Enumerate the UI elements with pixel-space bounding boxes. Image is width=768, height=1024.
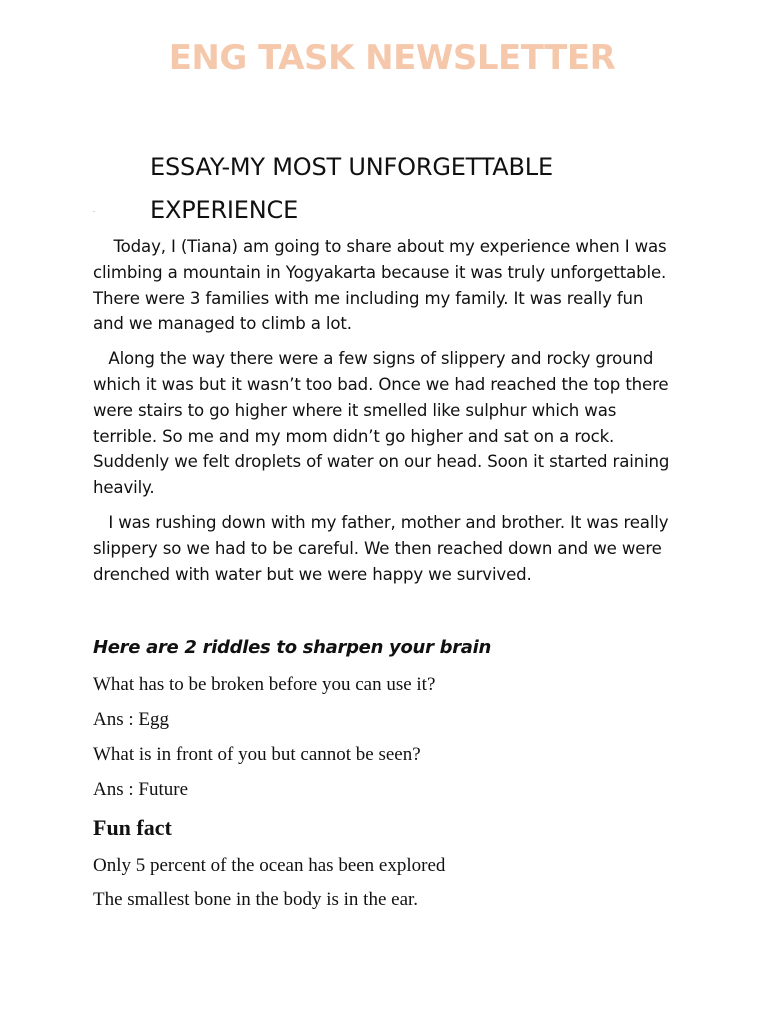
newsletter-title: ENG TASK NEWSLETTER — [168, 38, 616, 78]
essay-title-line-1: ESSAY-MY MOST UNFORGETTABLE — [150, 153, 553, 181]
riddle-answer-2: Ans : Future — [93, 779, 188, 800]
fun-fact-2: The smallest bone in the body is in the ear. — [93, 889, 419, 910]
essay-title-line-2: EXPERIENCE — [150, 196, 299, 224]
riddle-question-1: What has to be broken before you can use it? — [93, 674, 436, 695]
fun-fact-heading: Fun fact — [93, 815, 172, 840]
essay-paragraph: I was rushing down with my father, mother and brother. It was really slippery so we had to be careful. We then reached down and we were drenched with water but we were happy we survived. — [93, 512, 669, 584]
riddles-heading: Here are 2 riddles to sharpen your brain — [93, 637, 492, 658]
fun-fact-1: Only 5 percent of the ocean has been explored — [93, 855, 446, 876]
riddle-answer-1: Ans : Egg — [93, 709, 169, 730]
list-marker: . — [93, 207, 95, 214]
riddle-question-2: What is in front of you but cannot be seen? — [93, 744, 421, 765]
essay-title — [150, 146, 553, 232]
essay-paragraph: Today, I (Tiana) am going to share about my experience when I was climbing a mountain in Yogyakarta because it was truly unforgettable. There were 3 families with me including my family. It was really fun and we managed to climb a lot. — [93, 237, 667, 334]
essay-paragraph: Along the way there were a few signs of slippery and rocky ground which it was but it wasn’t too bad. Once we had reached the top there were stairs to go higher where it smelled like sulphur which was terrible. So me and my mom didn’t go higher and sat on a rock. Suddenly we felt droplets of water on our head. Soon it started raining heavily. — [93, 349, 670, 498]
essay-body — [93, 234, 678, 596]
